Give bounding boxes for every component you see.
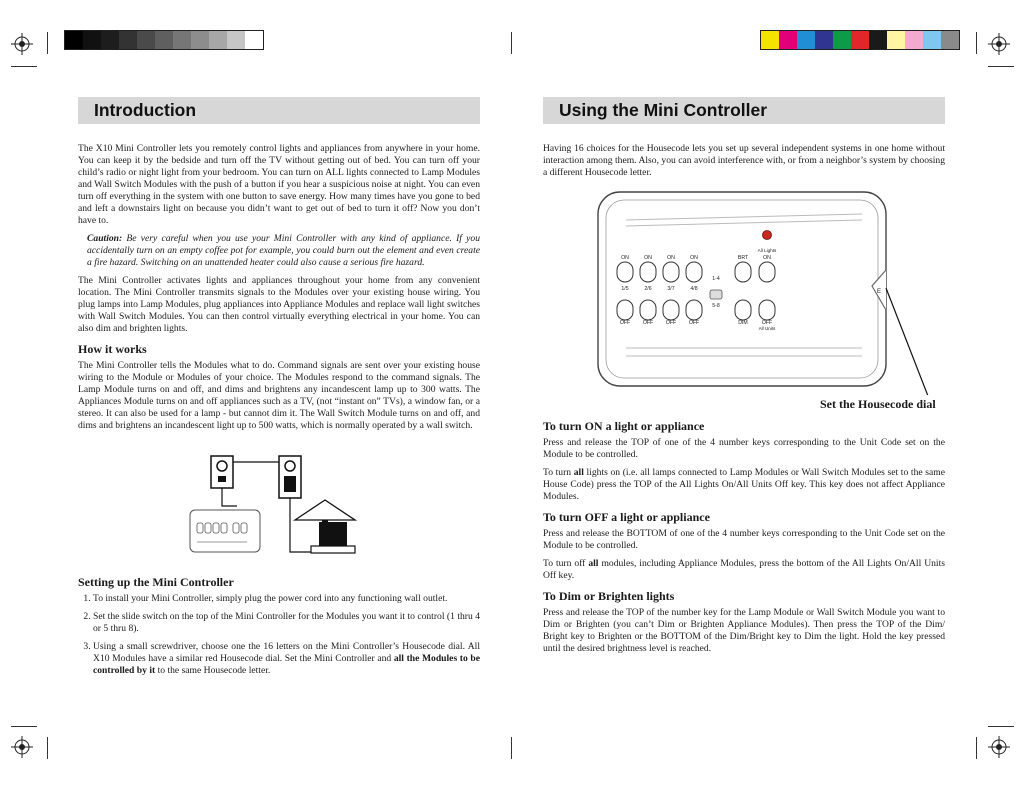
turn-all-on-text-end: lights on (i.e. all lamps connected to Lamp Modules or Wall Switch Modules set to the same House Code) press the TOP of the All Lights On/All Units Off key. This key does not affect Appliance Modules.	[543, 467, 945, 502]
gray-swatch	[101, 31, 119, 49]
how-it-works-heading: How it works	[78, 342, 147, 356]
gray-swatch	[65, 31, 83, 49]
registration-mark-top-left	[11, 33, 33, 55]
crop-mark	[976, 737, 977, 759]
setup-step-end: to the same Housecode letter.	[155, 665, 271, 676]
switch-label-bottom: 5-8	[712, 303, 720, 309]
crop-mark	[988, 66, 1014, 67]
mini-controller-small-icon	[190, 510, 260, 552]
turn-off-paragraph: Press and release the BOTTOM of one of the 4 number keys corresponding to the Unit Code set on the Module to be controlled.	[543, 528, 945, 551]
registration-mark-top-right	[988, 33, 1010, 55]
gray-swatch	[155, 31, 173, 49]
off-label: OFF	[665, 320, 677, 326]
crop-mark	[11, 726, 37, 727]
setup-step	[93, 641, 480, 677]
housecode-intro-paragraph: Having 16 choices for the Housecode lets you set up several independent systems in one home without interaction among them. Also, you can avoid interference with, or from a neighbor’s system by choosing a different Housecode letter.	[543, 143, 945, 178]
color-swatch	[887, 31, 905, 49]
crop-mark	[47, 32, 48, 54]
gray-swatch	[191, 31, 209, 49]
caution-label: Caution:	[87, 233, 123, 244]
registration-mark-bottom-left	[11, 736, 33, 758]
controller-body	[598, 192, 886, 386]
setup-step: 2. Set the slide switch on the top of the Mini Controller for the Modules you want it to control (1 thru 4 or 5 thru 8).	[93, 611, 480, 635]
dim-brighten-heading: To Dim or Brighten lights	[543, 589, 675, 603]
crop-mark	[976, 32, 977, 54]
crop-mark	[47, 737, 48, 759]
red-indicator-light	[763, 231, 772, 240]
on-label: ON	[667, 255, 675, 261]
left-column	[78, 143, 480, 438]
right-column	[543, 412, 945, 661]
appliance-module-icon	[279, 456, 301, 498]
gray-swatch	[209, 31, 227, 49]
off-label: OFF	[688, 320, 700, 326]
turn-all-on-bold: all	[573, 467, 584, 478]
brt-label: BRT	[737, 255, 749, 261]
unit-code-label: 3/7	[667, 286, 675, 292]
color-swatch	[779, 31, 797, 49]
turn-all-off-paragraph	[543, 558, 945, 582]
crop-mark	[511, 32, 512, 54]
color-swatch	[923, 31, 941, 49]
unit-code-label: 2/6	[644, 286, 652, 292]
introduction-heading: Introduction	[78, 97, 480, 124]
gray-swatch	[119, 31, 137, 49]
turn-on-paragraph: Press and release the TOP of one of the 4 number keys corresponding to the Unit Code set on the Module to be controlled.	[543, 437, 945, 460]
color-calibration-bar	[760, 30, 960, 50]
all-units-off-label: OFF	[761, 320, 773, 326]
right-intro	[543, 143, 945, 185]
turn-on-heading: To turn ON a light or appliance	[543, 419, 705, 433]
turn-all-on-paragraph	[543, 467, 945, 503]
color-swatch	[941, 31, 959, 49]
mini-controller-illustration	[592, 190, 942, 395]
color-swatch	[869, 31, 887, 49]
off-label: OFF	[642, 320, 654, 326]
unit-code-label: 1/5	[621, 286, 629, 292]
on-label: ON	[621, 255, 629, 261]
crop-mark	[988, 726, 1014, 727]
dim-label: DIM	[738, 320, 748, 326]
turn-all-on-text-start: To turn	[543, 467, 574, 478]
unit-slide-switch[interactable]	[710, 290, 722, 299]
intro-paragraph: The X10 Mini Controller lets you remotely control lights and appliances from anywhere in your home. You can keep it by the bedside and turn off the TV without getting out of bed. You can turn off your child’s radio or night light from your bedroom. You can turn on ALL lights connected to Lamp Modules and Wall Switch Modules with the push of a button if you hear a suspicious noise at night. You can even turn off everything in the system with one button to save energy. How many times have you gone to bed and left a downstairs light on because you didn’t want to get out of bed to turn it off? Now you don’t have to.	[78, 143, 480, 226]
switch-label-top: 1-4	[712, 276, 720, 282]
lamp-icon	[295, 500, 355, 553]
gray-swatch	[227, 31, 245, 49]
turn-all-off-text-end: modules, including Appliance Modules, press the bottom of the All Lights On/All Units Off key.	[543, 558, 945, 581]
lamp-module-icon	[211, 456, 233, 488]
housecode-letter: E	[876, 289, 882, 295]
turn-all-off-bold: all	[588, 558, 599, 569]
on-label: ON	[690, 255, 698, 261]
color-swatch	[761, 31, 779, 49]
setup-steps-list	[78, 593, 480, 677]
off-label: OFF	[619, 320, 631, 326]
gray-swatch	[83, 31, 101, 49]
modules-paragraph: The Mini Controller activates lights and appliances throughout your home from any convenient location. The Mini Controller transmits signals to the Modules over your existing house wiring. You plug lamps into Lamp Modules, plug appliances into Appliance Modules and replace wall light switches with Wall Switch Modules. You can then control virtually everything electrical in your home. You can also dim and brighten lights.	[78, 275, 480, 334]
on-label: ON	[644, 255, 652, 261]
caution-paragraph	[78, 233, 480, 269]
setup-step-bold: all the Modules to be controlled by it	[93, 653, 481, 676]
turn-off-heading: To turn OFF a light or appliance	[543, 510, 710, 524]
gray-swatch	[173, 31, 191, 49]
color-swatch	[833, 31, 851, 49]
setup-heading: Setting up the Mini Controller	[78, 575, 234, 589]
caution-text: Be very careful when you use your Mini Controller with any kind of appliance. If you accidentally turn on an empty coffee pot for example, you could burn out the element and even create a fire hazard. Switching on an unattended heater could also cause a serious fire hazard.	[87, 233, 480, 268]
gray-swatch	[137, 31, 155, 49]
grayscale-calibration-bar	[64, 30, 264, 50]
color-swatch	[905, 31, 923, 49]
gray-swatch	[245, 31, 263, 49]
dim-brighten-paragraph: Press and release the TOP of the number key for the Lamp Module or Wall Switch Module you want to Dim or Brighten (you can’t Dim or Brighten Appliance Modules). Then press the TOP of the Dim/ Bright key to Brighten or the BOTTOM of the Dim/Bright key to Dim the light. Hold the key pressed until the desired brightness level is reached.	[543, 607, 945, 654]
color-swatch	[797, 31, 815, 49]
color-swatch	[815, 31, 833, 49]
using-controller-heading: Using the Mini Controller	[543, 97, 945, 124]
turn-all-off-text-start: To turn off	[543, 558, 589, 569]
crop-mark	[511, 737, 512, 759]
module-wiring-illustration	[185, 448, 385, 558]
setup-step: 1. To install your Mini Controller, simply plug the power cord into any functioning wall outlet.	[93, 593, 480, 605]
all-units-label: All Units	[758, 326, 776, 331]
setup-section	[78, 568, 480, 683]
all-lights-on-label: ON	[763, 255, 771, 261]
all-lights-label: All Lights	[757, 248, 777, 253]
registration-mark-bottom-right	[988, 736, 1010, 758]
setup-step-text: Using a small screwdriver, choose one the 16 letters on the Mini Controller’s Housecode dial. All X10 Modules have a similar red Housecode dial. Set the Mini Controller and	[93, 641, 480, 664]
how-it-works-paragraph: The Mini Controller tells the Modules what to do. Command signals are sent over your existing house wiring to the Module or Modules of your choice. The Modules respond to the command signals. The Lamp Module turns on and off, and dims and brightens any incandescent lamp up to 300 watts. The Appliances Module turns on and off appliances such as a TV, (not “instant on” TVs), a window fan, or a stereo. It can also be used for a lamp - but cannot dim it. The Wall Switch Module turns on and off, and dims and brightens an incandescent light up to 500 watts, which is normally operated by a wall switch.	[78, 360, 480, 431]
crop-mark	[11, 66, 37, 67]
housecode-dial-caption: Set the Housecode dial	[820, 397, 936, 411]
unit-code-label: 4/8	[690, 286, 698, 292]
color-swatch	[851, 31, 869, 49]
